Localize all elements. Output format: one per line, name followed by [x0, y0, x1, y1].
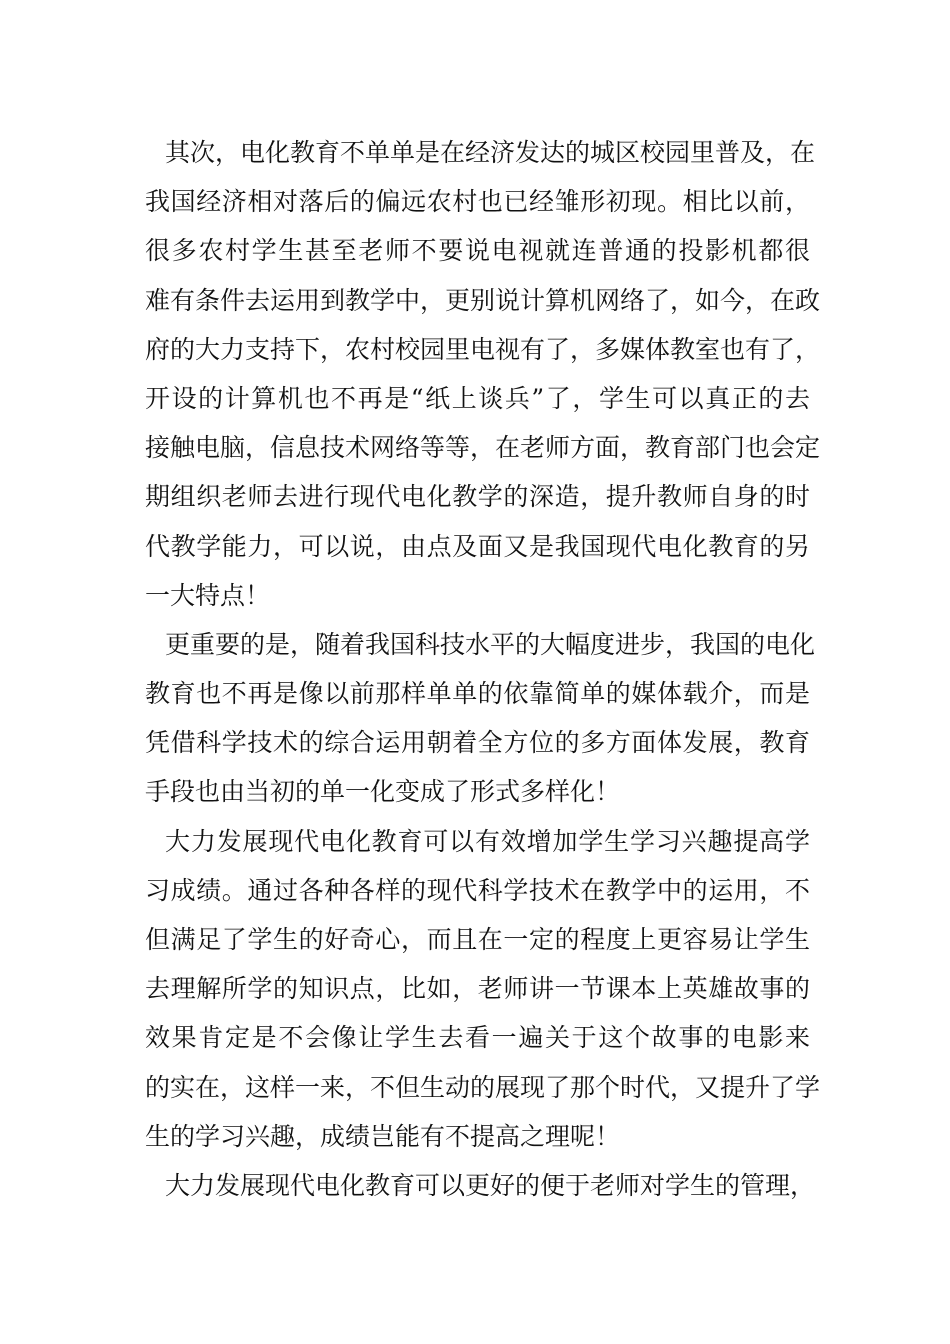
paragraph-2-line-2: 教育也不再是像以前那样单单的依靠简单的媒体载介，而是	[145, 679, 810, 709]
paragraph-3-line-4: 去理解所学的知识点，比如，老师讲一节课本上英雄故事的	[145, 974, 810, 1004]
paragraph-3-line-3: 但满足了学生的好奇心，而且在一定的程度上更容易让学生	[145, 925, 810, 954]
paragraph-1-line-1: 其次，电化教育不单单是在经济发达的城区校园里普及，在	[165, 138, 816, 167]
paragraph-1-line-10: 一大特点！	[145, 580, 271, 610]
paragraph-1-line-7: 接触电脑，信息技术网络等等，在老师方面，教育部门也会定	[145, 433, 821, 463]
document-body	[145, 128, 821, 1210]
paragraph-3-line-5: 效果肯定是不会像让学生去看一遍关于这个故事的电影来	[145, 1023, 810, 1053]
paragraph-1-line-3: 很多农村学生甚至老师不要说电视就连普通的投影机都很	[145, 236, 810, 266]
paragraph-1-line-9: 代教学能力，可以说，由点及面又是我国现代电化教育的另	[145, 531, 810, 561]
paragraph-2-line-4: 手段也由当初的单一化变成了形式多样化！	[145, 777, 621, 807]
paragraph-3-line-1: 大力发展现代电化教育可以有效增加学生学习兴趣提高学	[165, 826, 810, 856]
paragraph-1-line-8: 期组织老师去进行现代电化教学的深造，提升教师自身的时	[145, 482, 810, 512]
paragraph-1-line-5: 府的大力支持下，农村校园里电视有了，多媒体教室也有了，	[145, 334, 821, 364]
paragraph-1-line-2: 我国经济相对落后的偏远农村也已经雏形初现。相比以前，	[145, 187, 810, 217]
paragraph-1-line-4: 难有条件去运用到教学中，更别说计算机网络了，如今，在政	[145, 285, 821, 315]
paragraph-3-line-7: 生的学习兴趣，成绩岂能有不提高之理呢！	[145, 1121, 621, 1151]
paragraph-4-line-1: 大力发展现代电化教育可以更好的便于老师对学生的管理，	[165, 1170, 816, 1200]
paragraph-2-line-1: 更重要的是，随着我国科技水平的大幅度进步，我国的电化	[165, 629, 816, 659]
paragraph-3-line-2: 习成绩。通过各种各样的现代科学技术在教学中的运用，不	[145, 875, 810, 905]
paragraph-2-line-3: 凭借科学技术的综合运用朝着全方位的多方面体发展，教育	[145, 728, 810, 758]
paragraph-1-line-6: 开设的计算机也不再是“纸上谈兵”了，学生可以真正的去	[145, 383, 810, 413]
paragraph-3-line-6: 的实在，这样一来，不但生动的展现了那个时代，又提升了学	[145, 1072, 821, 1102]
